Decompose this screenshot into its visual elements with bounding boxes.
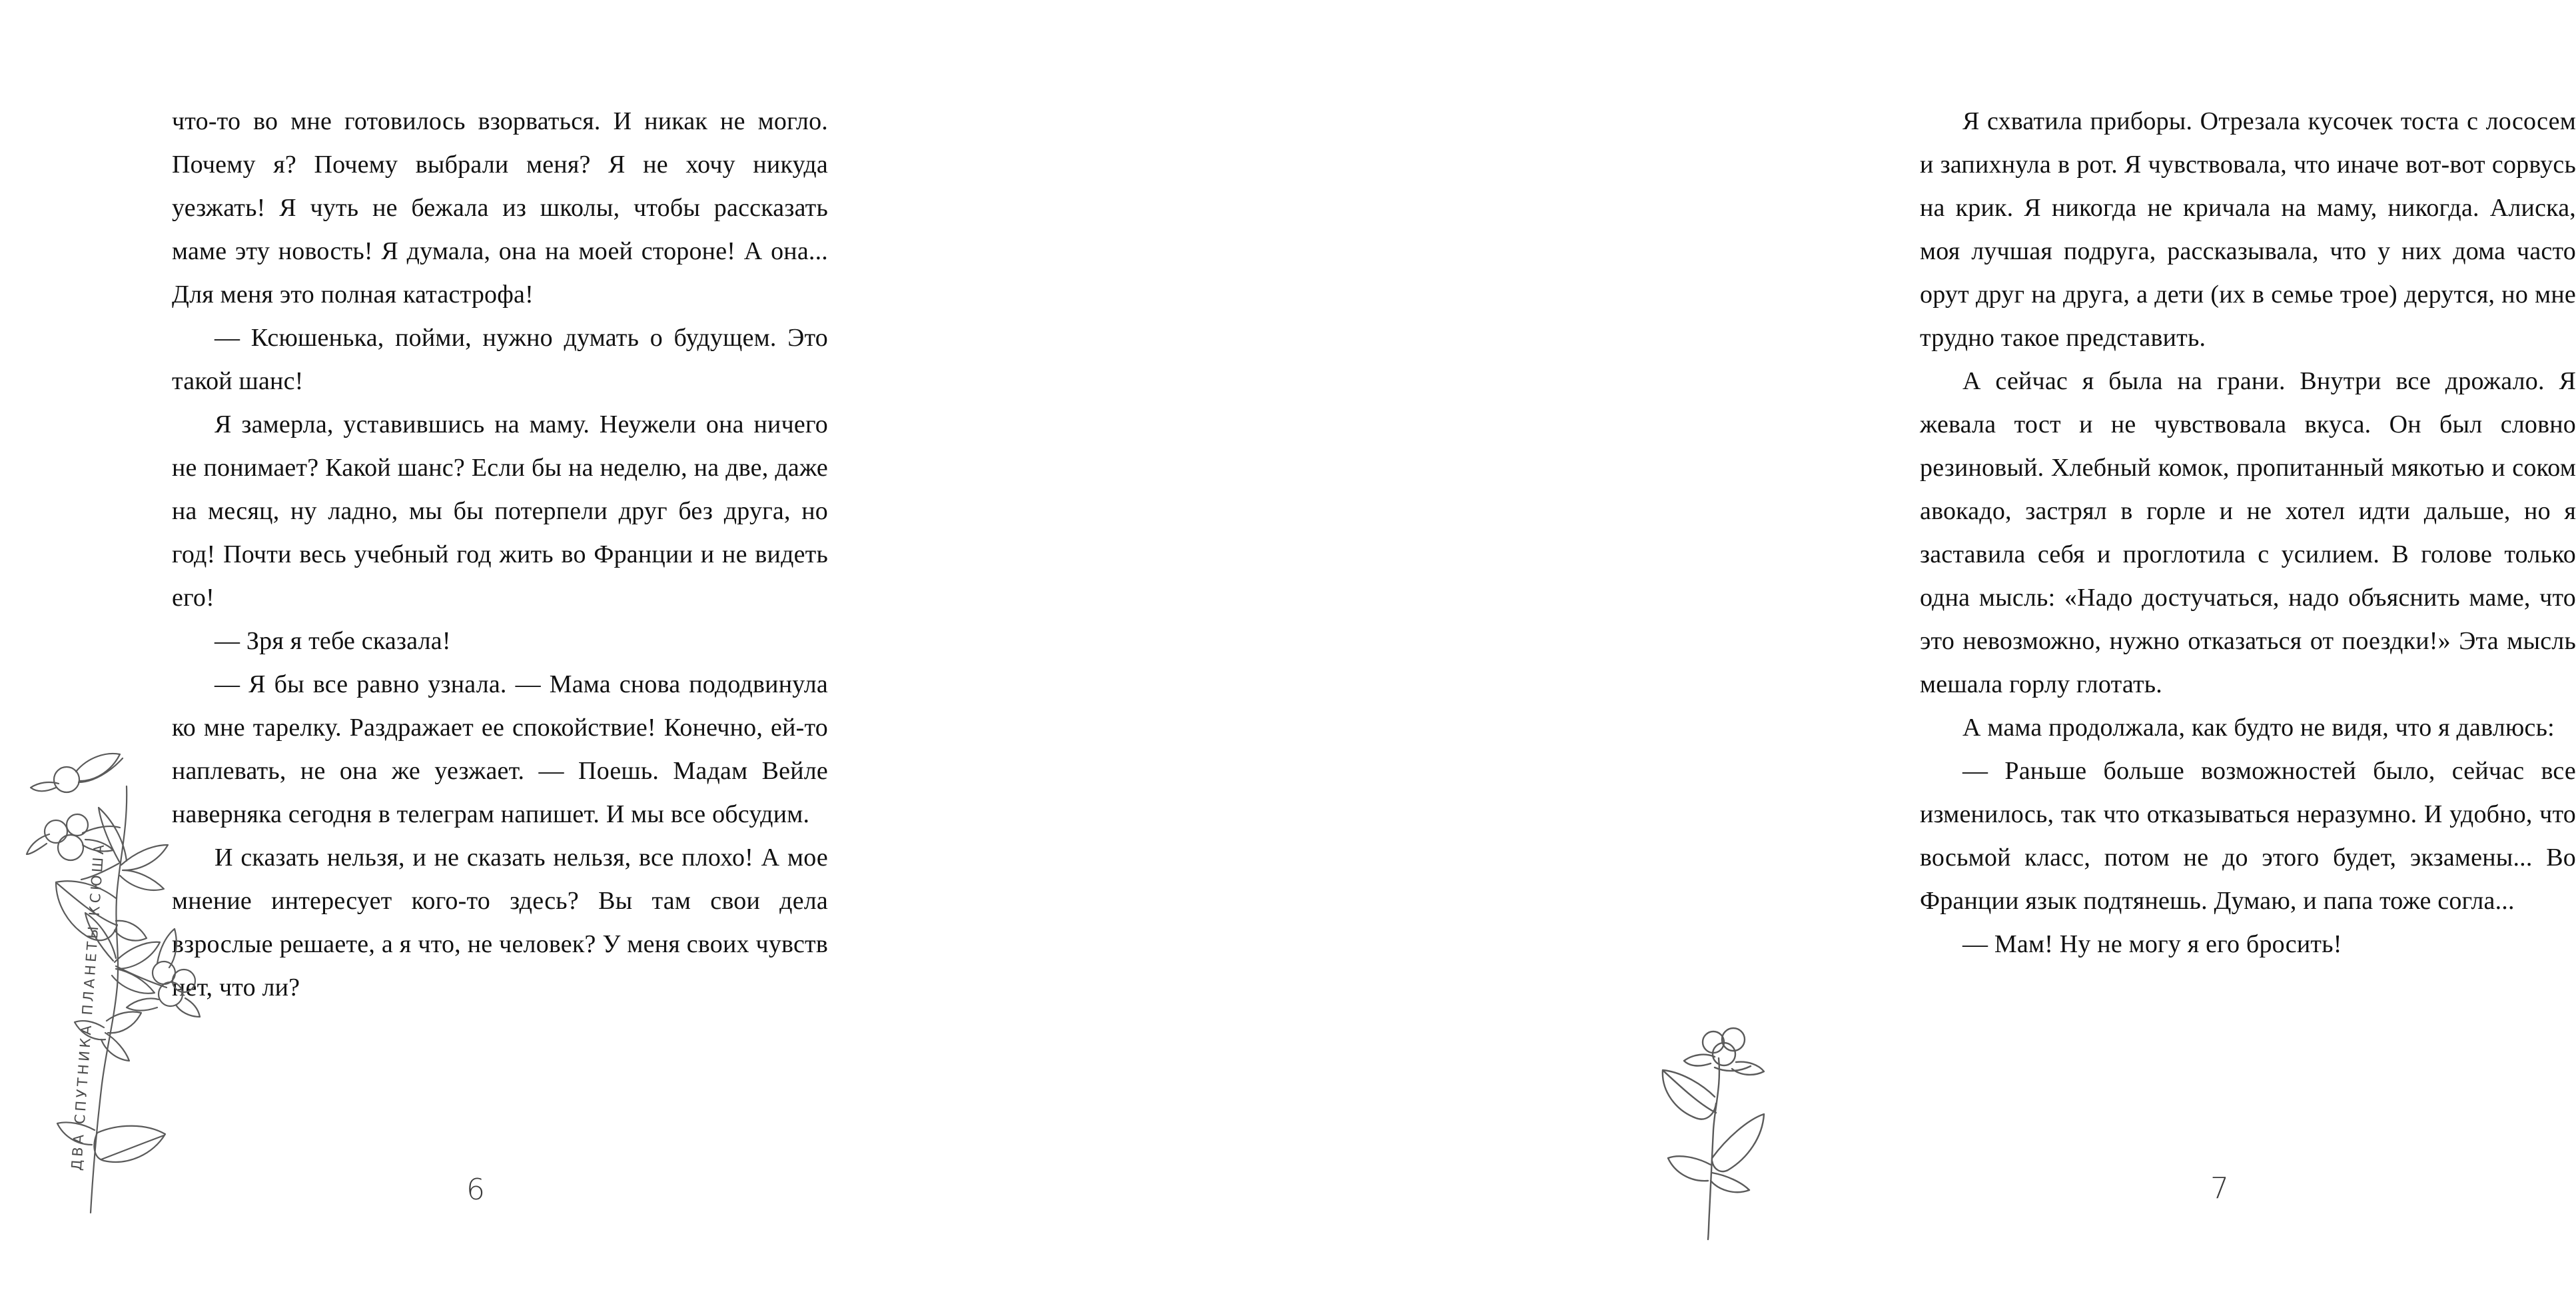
- paragraph: А мама продолжала, как будто не видя, что я давлюсь:: [1962, 714, 2555, 742]
- right-page: [905, 0, 2576, 1312]
- page-number-left: 6: [466, 1173, 485, 1207]
- paragraph: — Мам! Ну не могу я его бросить!: [1962, 930, 2342, 958]
- right-page-text-column: [1920, 100, 2576, 966]
- paragraph: — Зря я тебе сказала!: [215, 627, 451, 655]
- paragraph: Я схватила приборы. Отрезала кусочек тоста с лососем и запихнула в рот. Я чувствовала, что иначе вот-вот сорвусь на крик. Я никогда не кричала на маму, никогда. Алиска, моя лучшая подруга, рассказывала, что у них дома часто орут друг на друга, а дети (их в семье трое) дерутся, но мне трудно такое представить.: [1920, 107, 2576, 352]
- paragraph: И сказать нельзя, и не сказать нельзя, все плохо! А мое мнение интересует кого-то здесь? Вы там свои дела взрослые решаете, а я что, не человек? У меня своих чувств нет, что ли?: [172, 844, 828, 1001]
- page-number-right: 7: [2210, 1171, 2229, 1205]
- paragraph: что-то во мне готовилось взорваться. И никак не могло. Почему я? Почему выбрали меня? Я не хочу никуда уезжать! Я чуть не бежала из школы, чтобы рассказать маме эту новость! Я думала, она на моей стороне! А она... Для меня это полная катастрофа!: [172, 107, 828, 309]
- paragraph: — Я бы все равно узнала. — Мама снова пододвинула ко мне тарелку. Раздражает ее спокойствие! Конечно, ей-то наплевать, не она же уезжает. — Поешь. Мадам Вейле наверняка сегодня в телеграм напишет. И мы все обсудим.: [172, 670, 828, 828]
- paragraph: А сейчас я была на грани. Внутри все дрожало. Я жевала тост и не чувствовала вкуса. Он был словно резиновый. Хлебный комок, пропитанный мякотью и соком авокадо, застрял в горле и не хотел идти дальше, но я заставила себя и проглотила с усилием. В голове только одна мысль: «Надо достучаться, надо объяснить маме, что это невозможно, нужно отказаться от поездки!» Эта мысль мешала горлу глотать.: [1920, 367, 2576, 698]
- spine-series-title: ДВА СПУТНИКА ПЛАНЕТЫ КСЮША: [68, 841, 108, 1171]
- left-page: [0, 0, 905, 1312]
- paragraph: — Ксюшенька, пойми, нужно думать о будущем. Это такой шанс!: [172, 324, 828, 395]
- paragraph: — Раньше больше возможностей было, сейчас все изменилось, так что отказываться неразумно. И удобно, что восьмой класс, потом не до этого будет, экзамены... Во Франции язык подтянешь. Думаю, и папа тоже согла...: [1920, 757, 2576, 915]
- paragraph: Я замерла, уставившись на маму. Неужели она ничего не понимает? Какой шанс? Если бы на неделю, на две, даже на месяц, ну ладно, мы бы потерпели друг без друга, но год! Почти весь учебный год жить во Франции и не видеть его!: [172, 410, 828, 612]
- left-page-text-column: [172, 100, 828, 1009]
